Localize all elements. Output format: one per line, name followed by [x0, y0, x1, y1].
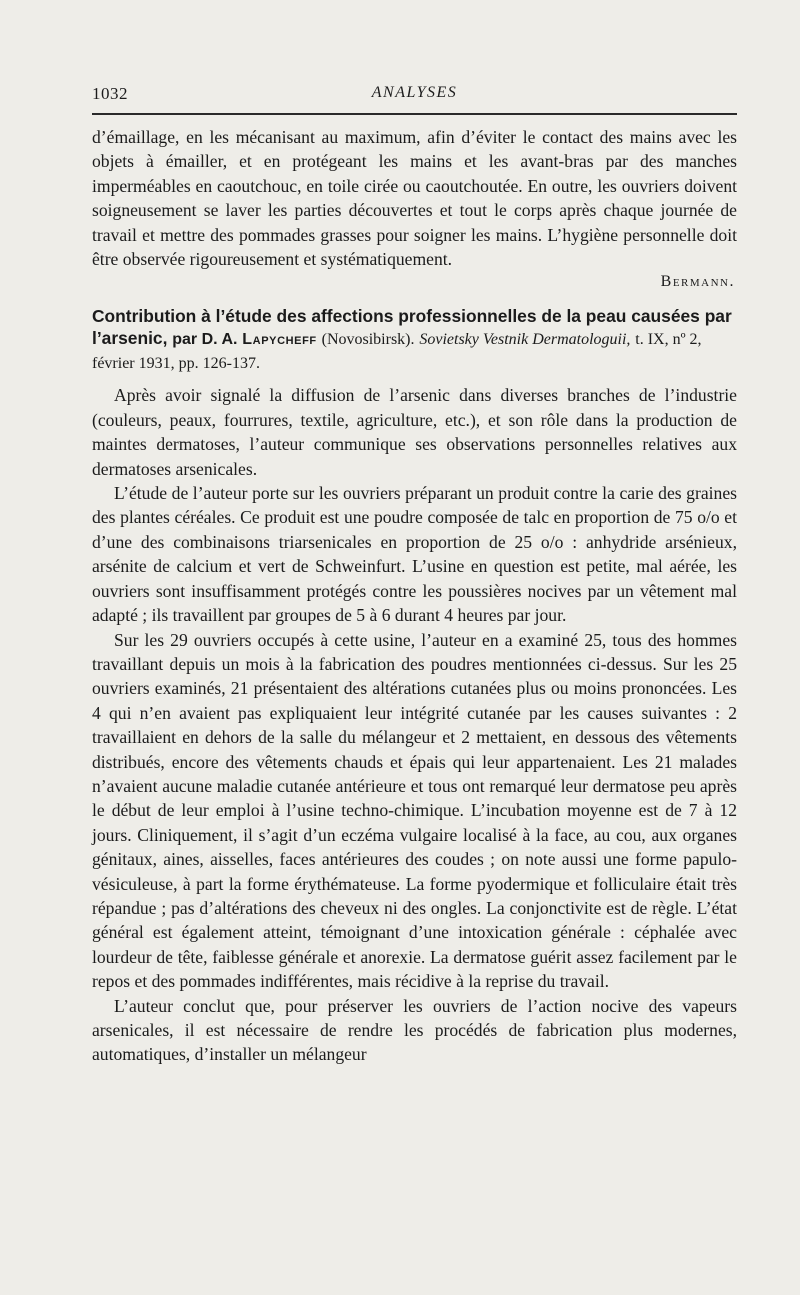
article-location: (Novosibirsk). — [321, 331, 415, 349]
abstract-paragraph: L’étude de l’auteur porte sur les ouvriers préparant un produit contre la carie des graines des plantes céréales. Ce produit est une poudre composée de talc en proportion de 75 o/o et d’une des combinaisons triarsenicales en proportion de 25 o/o : anhydride arsénieux, arsénite de calcium et vert de Schweinfurt. L’usine en question est petite, mal aérée, les ouvriers sont insuffisamment protégés contre les poussières nocives par un vêtement mal adapté ; ils travaillent par groupes de 5 à 6 durant 4 heures par jour. — [92, 483, 737, 626]
abstract-body — [92, 383, 737, 1066]
article-journal: Sovietsky Vestnik Dermatologuii, — [419, 331, 631, 349]
page-number: 1032 — [92, 84, 128, 103]
abstract-paragraph: L’auteur conclut que, pour préserver les ouvriers de l’action nocive des vapeurs arsenicales, il est nécessaire de rendre les procédés de fabrication plus modernes, automatiques, d’installer un mélangeur — [92, 995, 737, 1065]
article-byline: par D. A. — [172, 331, 238, 349]
abstract-paragraph: Après avoir signalé la diffusion de l’arsenic dans diverses branches de l’industrie (couleurs, peaux, fourrures, textile, agriculture, etc.), et son rôle dans la production de maintes dermatoses, l’auteur communique ses observations personnelles relatives aux dermatoses arsenicales. — [92, 385, 737, 479]
document-page — [92, 82, 737, 1067]
article-citation: t. IX, nº 2, février 1931, pp. 126-137. — [92, 331, 702, 373]
article-heading — [92, 305, 737, 375]
running-title: ANALYSES — [371, 84, 458, 101]
header-rule — [92, 113, 737, 115]
abstract-paragraph: Sur les 29 ouvriers occupés à cette usine, l’auteur en a examiné 25, tous des hommes travaillant depuis un mois à la fabrication des poudres mentionnées ci-dessus. Sur les 25 ouvriers examinés, 21 présentaient des altérations cutanées plus ou moins prononcées. Les 4 qui n’en avaient pas expliquaient leur intégrité cutanée par les causes suivantes : 2 travaillaient en dehors de la salle du mélangeur et 2 mettaient, en dessous des vêtements distribués, encore des vêtements chauds et épais qui leur appartenaient. Les 21 malades n’avaient aucune maladie cutanée antérieure et tous ont remarqué leur dermatose peu après le début de leur emploi à l’usine techno-chimique. L’incubation moyenne est de 7 à 12 jours. Cliniquement, il s’agit d’un eczéma vulgaire localisé à la face, au cou, aux organes génitaux, aines, aisselles, faces antérieures des coudes ; on note aussi une forme papulo-vésiculeuse, à part la forme érythémateuse. La forme pyodermique et folliculaire était très répandue ; pas d’altérations des cheveux ni des ongles. La conjonctivite est de règle. L’état général est également atteint, témoignant d’une intoxication générale : céphalée avec lourdeur de tête, faiblesse générale et anorexie. La dermatose guérit assez facilement par le repos et des pommades indifférentes, mais récidive à la reprise du travail. — [92, 629, 737, 992]
article-title: Contribution à l’étude des affections professionnelles de la peau causées par l’arsenic, — [92, 306, 732, 349]
article-author: Lapycheff — [242, 331, 317, 349]
review-signature: Bermann. — [660, 273, 735, 291]
continued-paragraph: d’émaillage, en les mécanisant au maximum, afin d’éviter le contact des mains avec les objets à émailler, et en protégeant les mains et les avant-bras par des manches imperméables en caoutchouc, en toile cirée ou caoutchoutée. En outre, les ouvriers doivent soigneusement se laver les parties découvertes et tout le corps après chaque journée de travail et mettre des pommades grasses pour soigner les mains. L’hygiène personnelle doit être observée rigoureusement et systématiquement. — [92, 127, 737, 270]
page-header — [92, 82, 737, 106]
